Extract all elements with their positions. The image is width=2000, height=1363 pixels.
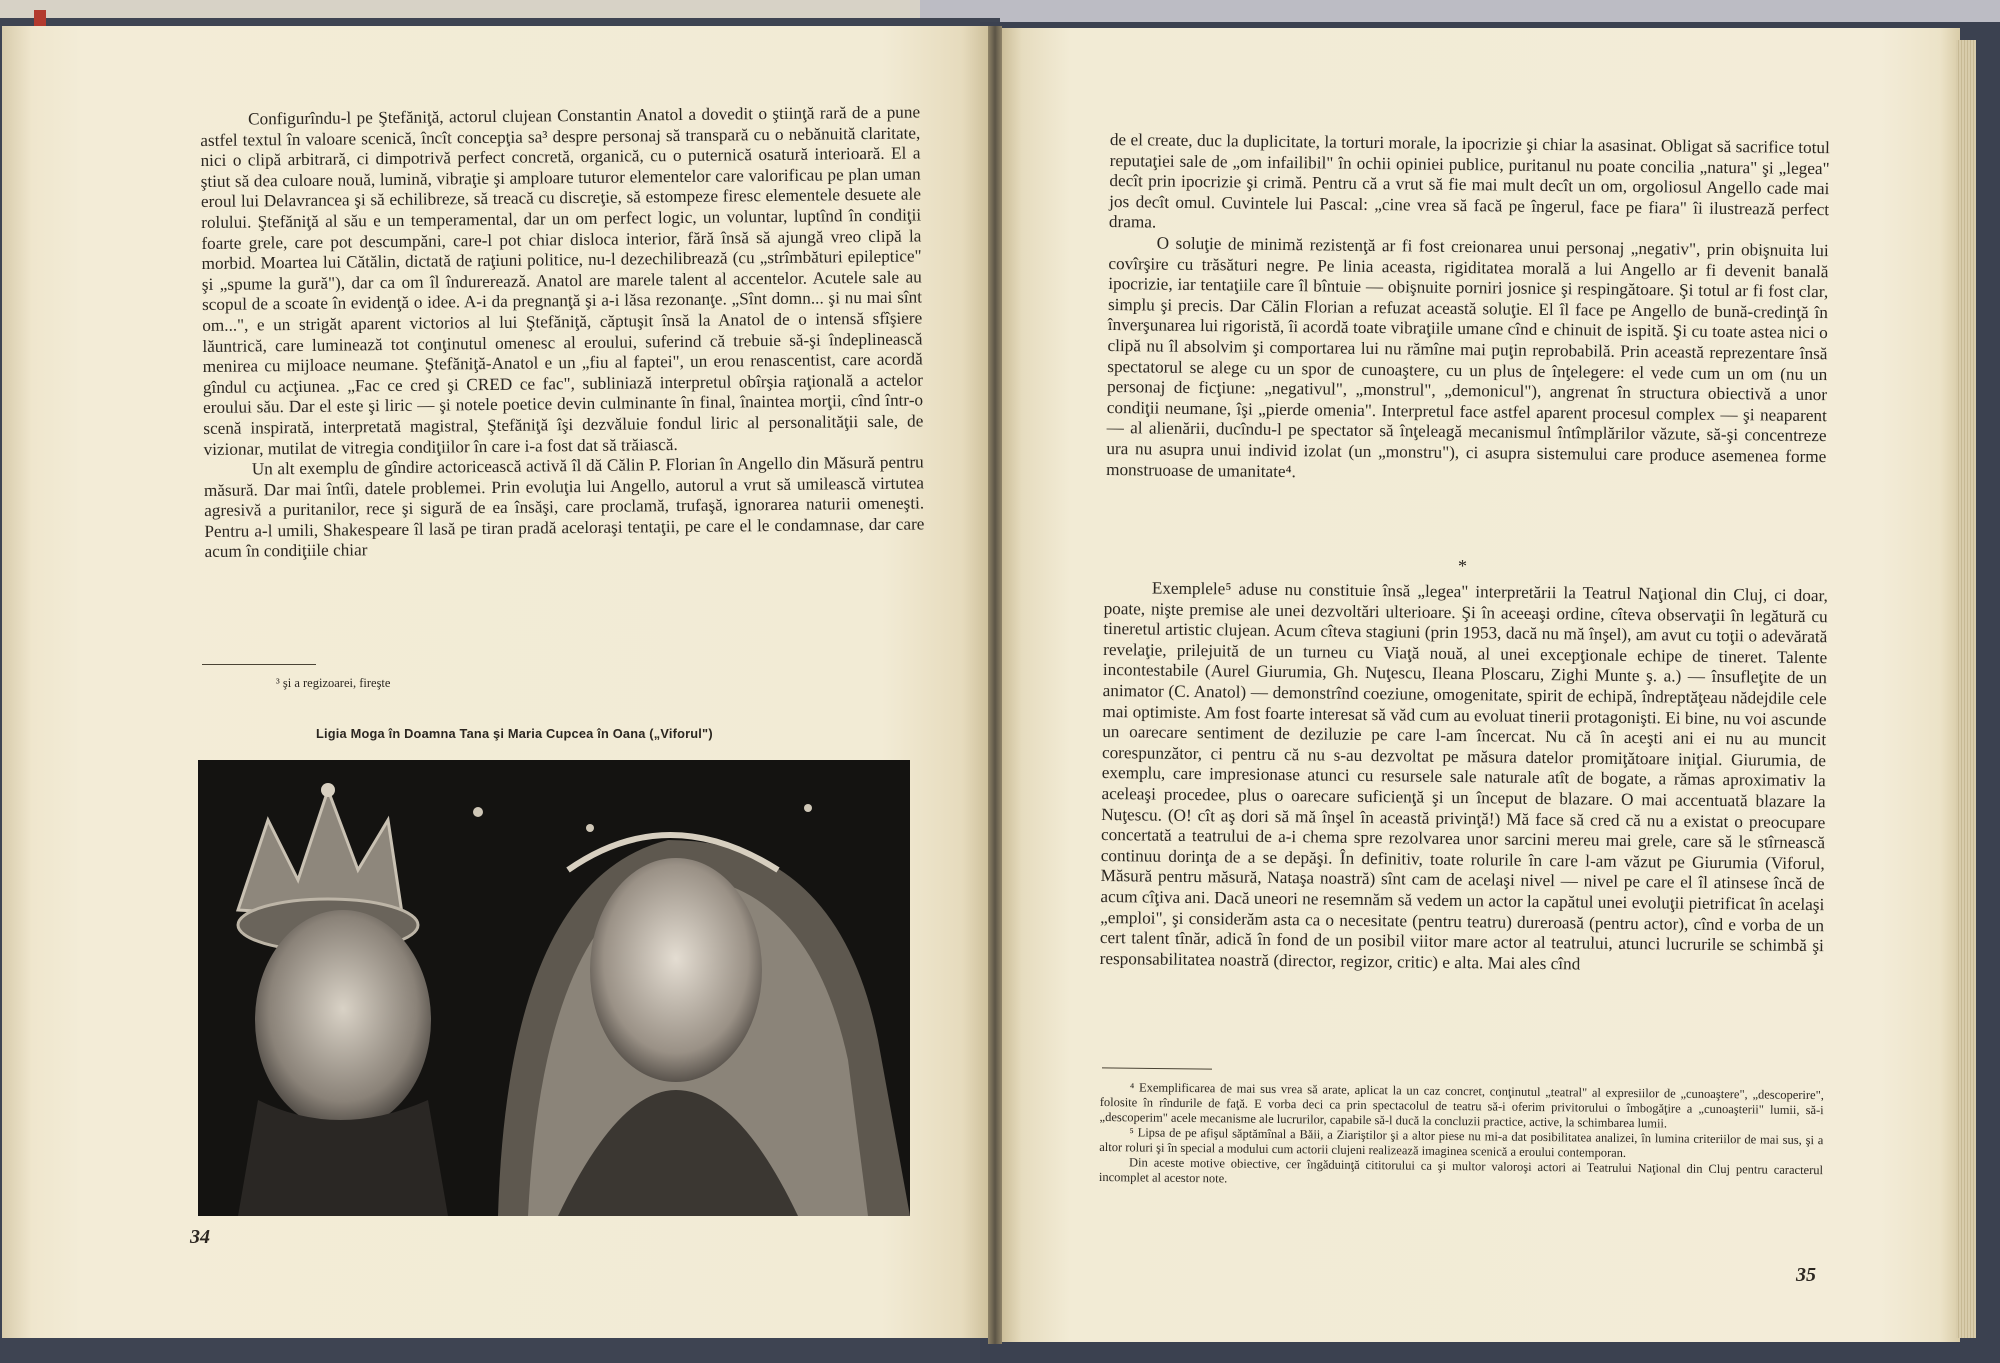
left-body-text bbox=[200, 102, 925, 563]
right-paragraph-2: O soluţie de minimă rezistenţă ar fi fost creionarea unui personaj „negativ", prin obişnuita lui covîrşire cu trăsături negre. Pe linia aceasta, rigiditatea morală a lui Angello ar fi devenit banală ipocrizie, iar tentaţiile care îl bîntuie — obişnuite porniri josnice şi respingătoare. Şi totul ar fi fost clar, simplu şi precis. Dar Călin Florian a refuzat această soluţie. El îl face pe Angello de bună-credinţă în înverşunarea lui rigoristă, îi acordă toate vibraţiile umane cînd e chinuit de ispită. Şi cu toate astea nici o clipă nu îl absolvim şi comportarea lui nu rămîne mai puţin reprobabilă. Prin această reprezentare însă spectatorul se alege cu un spor de cunoaştere, cu un plus de înţelegere: el vede cum un om (nu un personaj de ficţiune: „negativul", „monstrul", „demonicul"), angrenat în structura obiectivă a unor condiţii neumane, îşi „pierde omenia". Interpretul face astfel aparent procesul complex — şi neaparent — al alienării, ducîndu-l pe spectator să înţeleagă mecanismul întîmplărilor văzute, să-şi concentreze ura nu asupra unui individ izolat (un „monstru"), ci asupra sistemului care produce asemenea forme monstruoase de umanitate⁴. bbox=[1106, 233, 1829, 481]
section-break-asterisk: * bbox=[1458, 556, 1467, 576]
left-footnote bbox=[246, 676, 646, 691]
page-number-right: 35 bbox=[1796, 1264, 1816, 1286]
right-body-text-top bbox=[1106, 130, 1830, 488]
left-footnote-rule bbox=[202, 664, 316, 665]
footnote-5-continued: Din aceste motive obiective, cer îngăduinţă cititorului ca şi multor valoroşi actori ai Teatrului Naţional din Cluj pentru caracterul incomplet al acestor note. bbox=[1098, 1155, 1824, 1186]
right-paragraph-3: Exemplele⁵ aduse nu constituie însă „legea" interpretării la Teatrul Naţional din Cluj, ci doar, poate, nişte premise ale unei dezvoltări ulterioare. Şi în aceeaşi ordine, cîteva observaţii în legătură cu tineretul artistic clujean. Acum cîteva stagiuni (prin 1953, dacă nu mă înşel), am avut cu toţii o adevărată revelaţie, prilejuită de un turneu cu Viaţă nouă, al unei excepţionale echipe de tineret. Talente incontestabile (Aurel Giurumia, Gh. Nuţescu, Ileana Ploscaru, Zighi Munte ş. a.) — însufleţite de un animator (C. Anatol) — demonstrînd coeziune, omogenitate, spirit de echipă, îndreptăţeau nădejdile cele mai optimiste. Am fost foarte interesat să văd cum au evoluat tinerii protagonişti. Ei bine, nu voi ascunde un oarecare sentiment de deziluzie pe care l-am încercat. Nu că în aceşti ani ei nu au muncit corespunzător, ci pentru că nu s-au dezvoltat pe măsura datelor promiţătoare iniţial. Giurumia, de exemplu, care impresionase atunci cu resursele sale naturale atît de bogate, a rămas aproximativ la aceleaşi procedee, plus o oarecare suficienţă şi un început de blazare. O mai accentuată blazare la Nuţescu. (O! cît aş dori să mă înşel în această privinţă!) Mă face să cred că nu a existat o preocupare concertată a teatrului de a-i chema spre rezolvarea unor sarcini mereu mai grele, care să le stîrnească continuu dorinţa de a se depăşi. În definitiv, toate rolurile în care l-am văzut pe Giurumia (Viforul, Măsură pentru măsură, Nataşa noastră) sînt cam de acelaşi nivel — nivel pe care el îl atinsese încă de acum cîţiva ani. Dacă uneori ne resemnăm să vedem un actor la capătul unei evoluţii pietrificat în acelaşi „emploi", şi considerăm asta ca o necesitate (pentru teatru) dureroasă (pentru actor), cînd e vorba de un cert talent tînăr, adică în fond de un posibil viitor mare actor al teatrului, atunci lucrurile se schimbă şi responsabilitatea noastră (director, regizor, critic) e alta. Mai ales cînd bbox=[1099, 578, 1828, 974]
footnote-4: ⁴ Exemplificarea de mai sus vrea să arate, aplicat la un caz concret, conţinutul „teatral" al expresiilor de „cunoaştere", „descoperire", folosite în rîndurile de faţă. E vorba deci ca prin spectacolul de teatru să-i oferim privitorului o îmbogăţire a „cunoaşterii" lumii, să-i „descoperim" acele mecanisme ale lucrurilor, capabile să-l ducă la concluzii practice, active, la schimbarea lumii. bbox=[1099, 1080, 1824, 1131]
footnote-5: ⁵ Lipsa de pe afişul săptămînal a Băii, a Ziariştilor şi a altor piese nu mi-a dat posibilitatea analizei, în lumina criteriilor de mai sus, şi a altor roluri şi în special a modului cum actorii clujeni realizează imaginea scenică a eroului contemporan. bbox=[1099, 1125, 1824, 1160]
left-paragraph-2: Un alt exemplu de gîndire actoricească activă îl dă Călin P. Florian în Angello din Măsură pentru măsură. Dar mai întîi, datele problemei. Prin evoluţia lui Angello, autorul a vrut să umilească virtutea agresivă a puritanilor, rece şi sigură de ea însăşi, care proclamă, trufaşă, ignorarea naturii omeneşti. Pentru a-l umili, Shakespeare îl lasă pe tiran pradă aceloraşi tentaţii, pe care el le condamnase, dar care acum în condiţiile chiar bbox=[203, 452, 925, 562]
page-block-edge bbox=[1956, 40, 1976, 1338]
left-paragraph-1: Configurîndu-l pe Ştefăniţă, actorul clujean Constantin Anatol a dovedit o ştiinţă rară de a pune astfel textul în valoare scenică, încît concepţia sa³ despre personaj să transpară cu o nebănuită claritate, nici o clipă arbitrară, ci dimpotrivă perfect concretă, organică, cu o puternică osatură interioară. El a ştiut să dea culoare nouă, lumină, vibraţie şi amploare tuturor elementelor care valorificau pe plan uman eroul lui Delavrancea şi să echilibreze, să treacă cu discreţie, să estompeze firesc elementele desuete ale rolului. Ştefăniţă al său e un temperamental, dar un om perfect logic, un voluntar, luptînd în condiţii foarte grele, care pot descumpăni, care-l pot chiar disloca interior, fără însă să ajungă vreo clipă la morbid. Moartea lui Cătălin, dictată de raţiuni politice, nu-l dezechilibrează (cu „strîmbături epileptice" şi „spume la gură"), dar ca om îl îndurerează. Anatol are marele talent al accentelor. Acutele sale au scopul de a scoate în evidenţă o idee. A-i da pregnanţă şi a-i lăsa rezonanţe. „Sînt domn... şi nu mai sînt om...", e un strigăt aparent victorios al lui Ştefăniţă, căptuşit însă la Anatol de o intensă sfîşiere lăuntrică, care luminează tot conţinutul omenesc al eroului, suferind că trebuie să-şi îndeplinească menirea cu mijloace neumane. Ştefăniţă-Anatol e un „fiu al faptei", un erou renascentist, care acordă gîndul cu acţiunea. „Fac ce cred şi CRED ce fac", subliniază interpretul obîrşia raţională a actelor eroului său. Dar el este şi liric — şi notele poetice devin culminante în final, înaintea morţii, cînd într-o scenă inspirată, interpretată magistral, Ştefăniţă îşi dezvăluie fondul liric al personalităţii sale, de vizionar, mutilat de vitregia condiţiilor în care i-a fost dat să trăiască. bbox=[200, 102, 924, 459]
right-paragraph-1: de el create, duc la duplicitate, la torturi morale, la ipocrizie şi chiar la asasinat. Obligat să sacrifice totul reputaţiei sale de „om infailibil" în ochii opiniei publice, puritanul nu poate concilia „natura" şi „legea" decît prin ipocrizie şi crimă. Pentru că a vrut să fie mai mult decît un om, orgoliosul Angello cade mai jos decît omul. Cuvintele lui Pascal: „cine vrea să facă pe îngerul, face pe fiara" îi ilustrează perfect drama. bbox=[1108, 130, 1830, 232]
photo-caption: Ligia Moga în Doamna Tana şi Maria Cupcea în Oana („Viforul") bbox=[316, 726, 713, 741]
footnote-3: ³ şi a regizoarei, fireşte bbox=[276, 676, 391, 690]
book-gutter bbox=[988, 26, 1002, 1344]
page-number-left: 34 bbox=[190, 1226, 210, 1248]
theatre-photograph bbox=[198, 760, 910, 1216]
right-footnotes bbox=[1099, 1080, 1824, 1193]
photo-illustration bbox=[198, 760, 910, 1216]
right-body-text-bottom bbox=[1100, 578, 1828, 977]
